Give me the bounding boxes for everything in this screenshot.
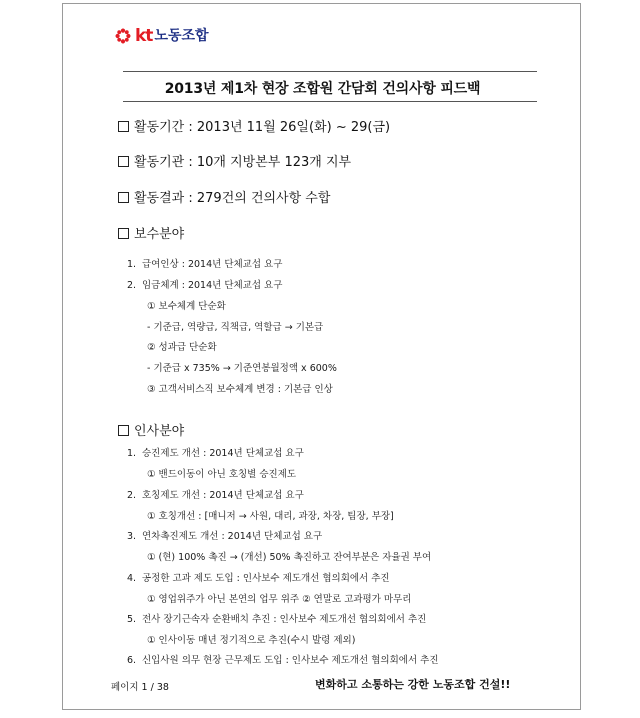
- pay-detail: - 기준급 x 735% → 기준연봉월정액 x 600%: [147, 363, 337, 374]
- pay-detail: - 기준급, 역량급, 직책급, 역할급 → 기본급: [147, 322, 324, 333]
- activity-org-text: 활동기관 : 10개 지방본부 123개 지부: [134, 155, 352, 170]
- checkbox-square-icon: [118, 228, 129, 239]
- activity-org-line: [118, 151, 351, 170]
- pay-item: 1. 급여인상 : 2014년 단체교섭 요구: [127, 259, 283, 270]
- checkbox-square-icon: [118, 425, 129, 436]
- activity-result-line: [118, 187, 330, 206]
- pay-item: 2. 임금체계 : 2014년 단체교섭 요구: [127, 280, 283, 291]
- hr-subitem: ① 밴드이동이 아닌 호칭별 승진제도: [147, 469, 297, 480]
- title-rule-bottom: [123, 101, 537, 102]
- hr-subitem: ① 영업위주가 아닌 본연의 업무 위주 ② 연말로 고과평가 마무리: [147, 594, 412, 605]
- pay-subitem: ③ 고객서비스직 보수체계 변경 : 기본급 인상: [147, 384, 333, 395]
- logo-union-text: 노동조합: [154, 28, 209, 44]
- checkbox-square-icon: [118, 192, 129, 203]
- activity-period-text: 활동기간 : 2013년 11월 26일(화) ~ 29(금): [134, 120, 391, 135]
- kt-union-logo: [115, 28, 209, 44]
- checkbox-square-icon: [118, 156, 129, 167]
- pay-section-title: 보수분야: [134, 227, 185, 242]
- logo-brand-text: kt: [135, 26, 153, 46]
- flower-logo-icon: [115, 28, 131, 44]
- pay-section-heading: [118, 223, 184, 242]
- hr-section-title: 인사분야: [134, 424, 185, 439]
- title-rule-top: [123, 71, 537, 72]
- pay-subitem: ① 보수체계 단순화: [147, 301, 226, 312]
- hr-item: 4. 공정한 고과 제도 도입 : 인사보수 제도개선 협의회에서 추진: [127, 573, 390, 584]
- activity-period-line: [118, 116, 390, 135]
- hr-section-heading: [118, 420, 184, 439]
- hr-item: 1. 승진제도 개선 : 2014년 단체교섭 요구: [127, 448, 304, 459]
- pay-subitem: ② 성과급 단순화: [147, 342, 217, 353]
- hr-subitem: ① 호칭개선 : [매니저 → 사원, 대리, 과장, 차장, 팀장, 부장]: [147, 511, 394, 522]
- hr-item: 5. 전사 장기근속자 순환배치 추진 : 인사보수 제도개선 협의회에서 추진: [127, 614, 427, 625]
- document-title: 2013년 제1차 현장 조합원 간담회 건의사항 피드백: [164, 81, 481, 97]
- page-number: 페이지 1 / 38: [111, 682, 169, 693]
- activity-result-text: 활동결과 : 279건의 건의사항 수합: [134, 191, 331, 206]
- footer-slogan: 변화하고 소통하는 강한 노동조합 건설!!: [315, 678, 511, 691]
- hr-item: 2. 호칭제도 개선 : 2014년 단체교섭 요구: [127, 490, 304, 501]
- hr-subitem: ① (현) 100% 촉진 → (개선) 50% 촉진하고 잔여부분은 자율권 부여: [147, 552, 432, 563]
- hr-subitem: ① 인사이동 매년 정기적으로 추진(수시 발령 제외): [147, 635, 356, 646]
- hr-item: 3. 연차촉진제도 개선 : 2014년 단체교섭 요구: [127, 531, 323, 542]
- hr-item: 6. 신입사원 의무 현장 근무제도 도입 : 인사보수 제도개선 협의회에서 추진: [127, 655, 439, 666]
- checkbox-square-icon: [118, 121, 129, 132]
- document-page: [62, 3, 581, 710]
